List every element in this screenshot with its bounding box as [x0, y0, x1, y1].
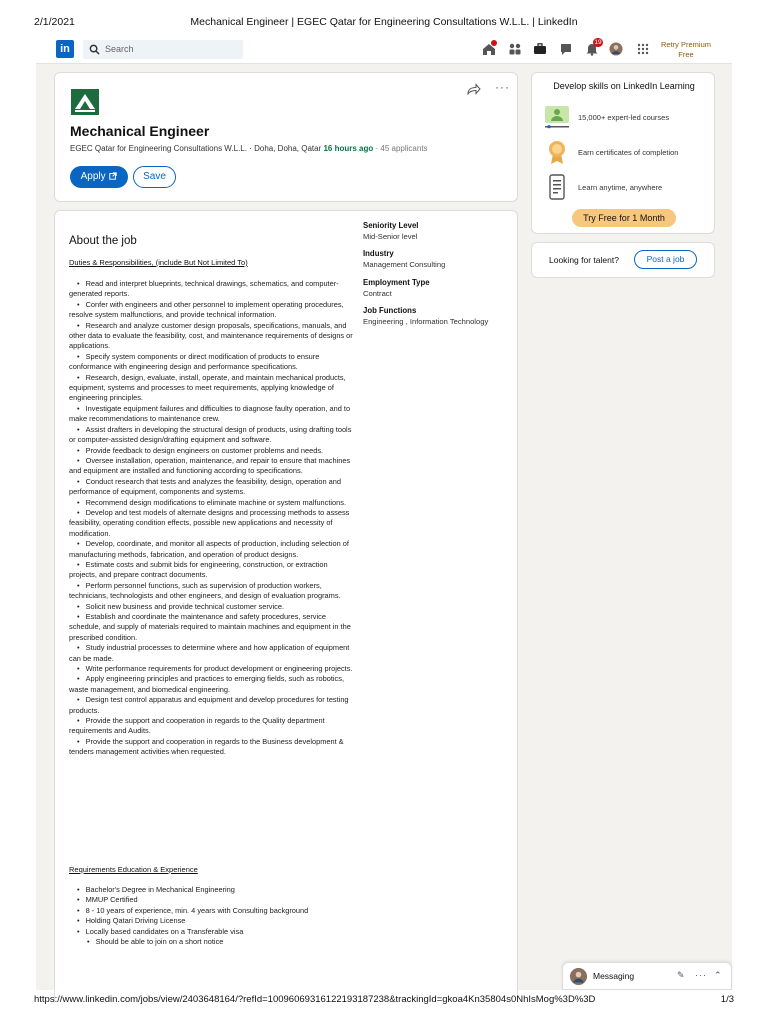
- more-options-icon[interactable]: ···: [495, 80, 510, 94]
- criteria-value: Mid-Senior level: [363, 232, 418, 241]
- criteria-industry: [363, 249, 513, 269]
- certificate-medal-icon: [544, 139, 570, 165]
- talent-label: Looking for talent?: [549, 255, 619, 265]
- job-title: Mechanical Engineer: [70, 123, 210, 139]
- criteria-label: Seniority Level: [363, 221, 419, 230]
- requirements-list: [69, 885, 354, 947]
- messaging-bar[interactable]: [562, 962, 732, 990]
- search-icon: [89, 44, 100, 55]
- home-badge: [491, 40, 497, 46]
- list-item: • 8 - 10 years of experience, min. 4 years with Consulting background: [69, 906, 354, 916]
- search-bar[interactable]: [83, 40, 243, 59]
- learning-item-text: Learn anytime, anywhere: [578, 183, 663, 192]
- premium-line1: Retry Premium: [660, 40, 711, 49]
- video-course-icon: [544, 104, 570, 130]
- list-item: • MMUP Certified: [69, 895, 354, 905]
- more-options-icon[interactable]: ···: [695, 970, 707, 980]
- talent-card: [531, 242, 715, 278]
- apply-button[interactable]: [70, 166, 128, 188]
- applicant-count: 45 applicants: [380, 144, 428, 153]
- briefcase-icon: [533, 42, 547, 56]
- about-job-card: [54, 210, 518, 1002]
- criteria-value: Engineering , Information Technology: [363, 317, 489, 326]
- list-item: • Perform personnel functions, such as supervision of production workers, technicians, technologists and other engineers, and design of evaluation programs.: [69, 581, 354, 602]
- requirements-heading: Requirements Education & Experience: [69, 865, 198, 874]
- chat-icon: [559, 42, 573, 56]
- job-meta: [70, 144, 428, 153]
- save-button[interactable]: Save: [133, 166, 176, 188]
- job-location: Doha, Doha, Qatar: [254, 144, 322, 153]
- avatar: [570, 968, 587, 985]
- learning-item-text: Earn certificates of completion: [578, 148, 679, 157]
- mobile-device-icon: [544, 174, 570, 200]
- list-item: • Apply engineering principles and practices to emerging fields, such as robotics, waste management, and biomedical engineering.: [69, 674, 354, 695]
- criteria-label: Industry: [363, 249, 394, 258]
- learning-row-certificates: [544, 139, 714, 167]
- chevron-up-icon[interactable]: ⌃: [714, 970, 722, 980]
- criteria-employment: [363, 278, 513, 298]
- list-item: • Bachelor's Degree in Mechanical Engineering: [69, 885, 354, 895]
- top-nav: [36, 36, 732, 64]
- learning-item-text: 15,000+ expert-led courses: [578, 113, 670, 122]
- learning-title: Develop skills on LinkedIn Learning: [553, 81, 695, 91]
- criteria-functions: [363, 306, 513, 326]
- list-item: • Provide feedback to design engineers on customer problems and needs.: [69, 446, 354, 456]
- list-item: • Provide the support and cooperation in regards to the Quality department requirements and Audits.: [69, 716, 354, 737]
- list-item: • Research and analyze customer design proposals, specifications, manuals, and other data to evaluate the feasibility, cost, and maintenance requirements of designs or applications.: [69, 321, 354, 352]
- premium-line2: Free: [678, 50, 694, 59]
- list-item: • Research, design, evaluate, install, operate, and maintain mechanical products, equipment, systems and processes to meet requirements, applying knowledge of engineering principles.: [69, 373, 354, 404]
- duties-heading: Duties & Responsibilities, (include But Not Limited To): [69, 258, 248, 267]
- search-input[interactable]: Search: [105, 44, 134, 54]
- criteria-value: Management Consulting: [363, 260, 446, 269]
- print-date: 2/1/2021: [34, 16, 75, 28]
- list-item: • Establish and coordinate the maintenance and safety procedures, service schedule, and supply of materials required to maintain machines and equipment in the prescribed condition.: [69, 612, 354, 643]
- learning-row-courses: [544, 104, 714, 132]
- nav-home[interactable]: [482, 42, 496, 56]
- criteria-label: Job Functions: [363, 306, 417, 315]
- premium-link[interactable]: [656, 40, 716, 60]
- linkedin-logo[interactable]: in: [56, 40, 74, 58]
- company-logo-mark: [71, 89, 99, 115]
- company-logo[interactable]: [71, 89, 99, 115]
- list-item: • Confer with engineers and other personnel to implement operating procedures, resolve system malfunctions, and provide technical information.: [69, 300, 354, 321]
- print-page-number: 1/3: [720, 994, 734, 1005]
- post-job-button[interactable]: Post a job: [634, 250, 697, 269]
- compose-icon[interactable]: ✎: [677, 970, 685, 980]
- criteria-value: Contract: [363, 289, 392, 298]
- print-footer: [0, 994, 768, 1008]
- nav-work[interactable]: [636, 42, 650, 56]
- notifications-badge: 19: [594, 39, 602, 46]
- list-item: • Conduct research that tests and analyzes the feasibility, design, operation and performance of equipment, components and systems.: [69, 477, 354, 498]
- list-item: • Locally based candidates on a Transferable visa: [69, 927, 354, 937]
- messaging-label: Messaging: [593, 971, 635, 981]
- duties-list: [69, 279, 354, 758]
- list-item: • Holding Qatari Driving License: [69, 916, 354, 926]
- criteria-label: Employment Type: [363, 278, 430, 287]
- list-item: • Develop and test models of alternate designs and processing methods to assess feasibility, operating condition effects, possible new applications and necessity of modification.: [69, 508, 354, 539]
- posted-time: 16 hours ago: [323, 144, 374, 153]
- list-item: • Design test control apparatus and equipment and develop procedures for testing products.: [69, 695, 354, 716]
- share-icon[interactable]: [467, 83, 481, 95]
- meta-separator: ·: [246, 144, 255, 153]
- list-item: • Write performance requirements for product development or engineering projects.: [69, 664, 354, 674]
- list-item: • Read and interpret blueprints, technical drawings, schematics, and computer-generated reports.: [69, 279, 354, 300]
- nav-messaging[interactable]: [559, 42, 573, 56]
- nav-notifications[interactable]: [585, 39, 602, 56]
- meta-separator: ·: [373, 144, 381, 153]
- about-job-title: About the job: [69, 235, 137, 247]
- grid-icon: [636, 42, 650, 56]
- print-title: Mechanical Engineer | EGEC Qatar for Engineering Consultations W.L.L. | LinkedIn: [190, 16, 578, 28]
- people-icon: [508, 42, 522, 56]
- list-item: • Solicit new business and provide technical customer service.: [69, 602, 354, 612]
- try-free-button[interactable]: Try Free for 1 Month: [572, 209, 676, 227]
- nav-profile[interactable]: [609, 42, 623, 56]
- list-item: • Specify system components or direct modification of products to ensure conformance with engineering design and performance specifications.: [69, 352, 354, 373]
- nav-network[interactable]: [508, 42, 522, 56]
- list-item: • Oversee installation, operation, maintenance, and repair to ensure that machines and equipment are installed and functioning according to specifications.: [69, 456, 354, 477]
- list-item: • Develop, coordinate, and monitor all aspects of production, including selection of manufacturing methods, fabrication, and operation of product designs.: [69, 539, 354, 560]
- company-name-link[interactable]: EGEC Qatar for Engineering Consultations W.L.L.: [70, 144, 247, 153]
- list-item: • Estimate costs and submit bids for engineering, construction, or extraction projects, and prepare contract documents.: [69, 560, 354, 581]
- list-item: • Provide the support and cooperation in regards to the Business development & tenders management activities when requested.: [69, 737, 354, 758]
- nav-jobs[interactable]: [533, 42, 547, 56]
- list-item: • Assist drafters in developing the structural design of products, using drafting tools or computer-assisted design/drafting equipment and software.: [69, 425, 354, 446]
- avatar-icon: [609, 42, 623, 56]
- list-item: • Recommend design modifications to eliminate machine or system malfunctions.: [69, 498, 354, 508]
- criteria-seniority: [363, 221, 513, 241]
- print-header: [0, 16, 768, 30]
- learning-row-anytime: [544, 174, 714, 202]
- apply-label: Apply: [80, 171, 106, 182]
- list-item: • Investigate equipment failures and difficulties to diagnose faulty operation, and to make recommendations to maintenance crew.: [69, 404, 354, 425]
- print-url: https://www.linkedin.com/jobs/view/2403648164/?refId=10096069316122193187238&trackingId=gkoa4Kn35804s0NhIsMog%3D%3D: [34, 994, 596, 1005]
- learning-card: [531, 72, 715, 234]
- list-item: • Study industrial processes to determine where and how application of equipment can be made.: [69, 643, 354, 664]
- external-link-icon: [109, 172, 117, 180]
- list-item: • Should be able to join on a short notice: [69, 937, 354, 947]
- job-header-card: [54, 72, 518, 202]
